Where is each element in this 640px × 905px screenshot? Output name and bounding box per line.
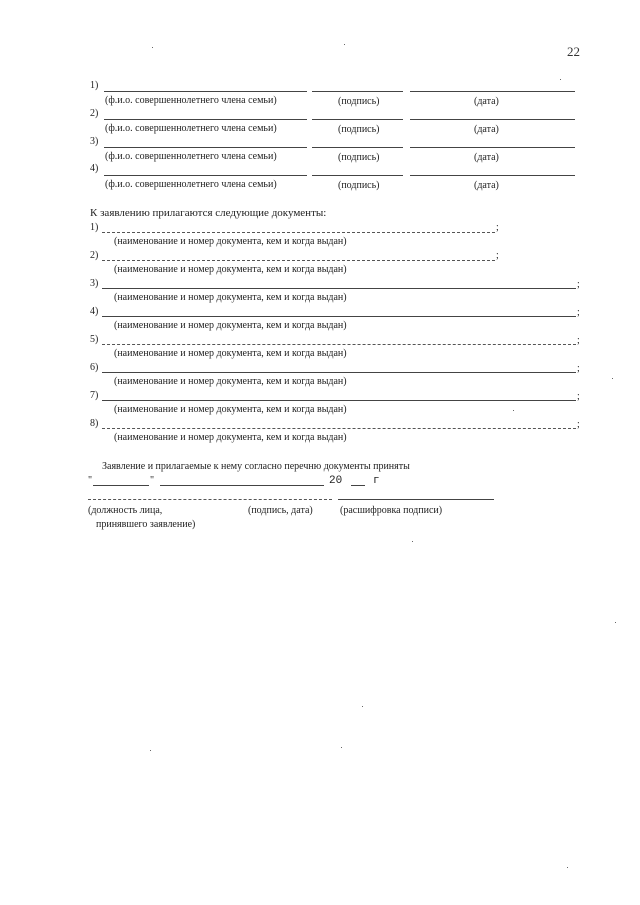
document-line (102, 232, 495, 233)
family-row-number: 1) (90, 80, 99, 91)
name-caption: (ф.и.о. совершеннолетнего члена семьи) (105, 179, 277, 190)
signature-line (312, 91, 403, 92)
signature-line (312, 175, 403, 176)
document-line (102, 428, 576, 429)
document-caption: (наименование и номер документа, кем и когда выдан) (114, 292, 347, 303)
signature-caption: (подпись) (338, 152, 380, 163)
decoding-line (338, 499, 494, 500)
document-item-number: 2) (90, 250, 99, 261)
date-line (410, 119, 575, 120)
document-line-terminator: ; (496, 250, 499, 261)
name-caption: (ф.и.о. совершеннолетнего члена семьи) (105, 151, 277, 162)
page-number: 22 (567, 44, 580, 59)
date-quote-open: " (88, 475, 93, 486)
document-line (102, 372, 576, 373)
year-prefix: 20 (329, 475, 343, 487)
scan-speck (412, 541, 413, 542)
document-caption: (наименование и номер документа, кем и когда выдан) (114, 236, 347, 247)
day-line (93, 485, 149, 486)
document-caption: (наименование и номер документа, кем и когда выдан) (114, 376, 347, 387)
signature-caption: (подпись) (338, 96, 380, 107)
month-line (160, 485, 324, 486)
document-item-number: 1) (90, 222, 99, 233)
document-line (102, 260, 495, 261)
signature-line (312, 119, 403, 120)
position-caption: (должность лица, (88, 505, 163, 516)
scan-speck (362, 706, 363, 707)
document-item-number: 4) (90, 306, 99, 317)
date-caption: (дата) (474, 152, 499, 163)
document-line-terminator: ; (577, 419, 580, 430)
family-row-number: 4) (90, 163, 99, 174)
document-line-terminator: ; (496, 222, 499, 233)
date-caption: (дата) (474, 180, 499, 191)
document-caption: (наименование и номер документа, кем и когда выдан) (114, 404, 347, 415)
document-caption: (наименование и номер документа, кем и когда выдан) (114, 432, 347, 443)
document-item-number: 7) (90, 390, 99, 401)
document-line-terminator: ; (577, 363, 580, 374)
document-line (102, 288, 576, 289)
date-caption: (дата) (474, 96, 499, 107)
date-line (410, 175, 575, 176)
document-line (102, 400, 576, 401)
document-caption: (наименование и номер документа, кем и когда выдан) (114, 348, 347, 359)
date-line (410, 91, 575, 92)
date-quote-close: " (150, 475, 155, 486)
family-row-number: 3) (90, 136, 99, 147)
document-item-number: 8) (90, 418, 99, 429)
scan-speck (152, 47, 153, 48)
signature-line (312, 147, 403, 148)
signature-date-caption: (подпись, дата) (248, 505, 313, 516)
document-caption: (наименование и номер документа, кем и когда выдан) (114, 320, 347, 331)
document-line-terminator: ; (577, 335, 580, 346)
name-line (104, 175, 307, 176)
name-line (104, 147, 307, 148)
position-signature-line (88, 499, 332, 500)
documents-heading: К заявлению прилагаются следующие документы: (90, 207, 327, 219)
date-caption: (дата) (474, 124, 499, 135)
document-line-terminator: ; (577, 391, 580, 402)
signature-caption: (подпись) (338, 180, 380, 191)
document-item-number: 3) (90, 278, 99, 289)
acceptance-statement: Заявление и прилагаемые к нему согласно перечню документы приняты (102, 461, 410, 472)
document-line (102, 316, 576, 317)
scan-speck (344, 44, 345, 45)
date-line (410, 147, 575, 148)
name-line (104, 119, 307, 120)
family-row-number: 2) (90, 108, 99, 119)
scan-speck (567, 867, 568, 868)
scan-speck (513, 410, 514, 411)
document-item-number: 5) (90, 334, 99, 345)
decoding-caption: (расшифровка подписи) (340, 505, 443, 516)
scan-speck (612, 378, 613, 379)
document-caption: (наименование и номер документа, кем и когда выдан) (114, 264, 347, 275)
scan-speck (150, 750, 151, 751)
scan-speck (560, 79, 561, 80)
name-caption: (ф.и.о. совершеннолетнего члена семьи) (105, 123, 277, 134)
position-caption-continued: принявшего заявление) (96, 519, 196, 530)
year-line (351, 485, 365, 486)
document-item-number: 6) (90, 362, 99, 373)
document-line-terminator: ; (577, 279, 580, 290)
name-caption: (ф.и.о. совершеннолетнего члена семьи) (105, 95, 277, 106)
document-line (102, 344, 576, 345)
name-line (104, 91, 307, 92)
scan-speck (341, 747, 342, 748)
signature-caption: (подпись) (338, 124, 380, 135)
scan-speck (615, 622, 616, 623)
year-suffix: г (373, 475, 380, 487)
document-line-terminator: ; (577, 307, 580, 318)
